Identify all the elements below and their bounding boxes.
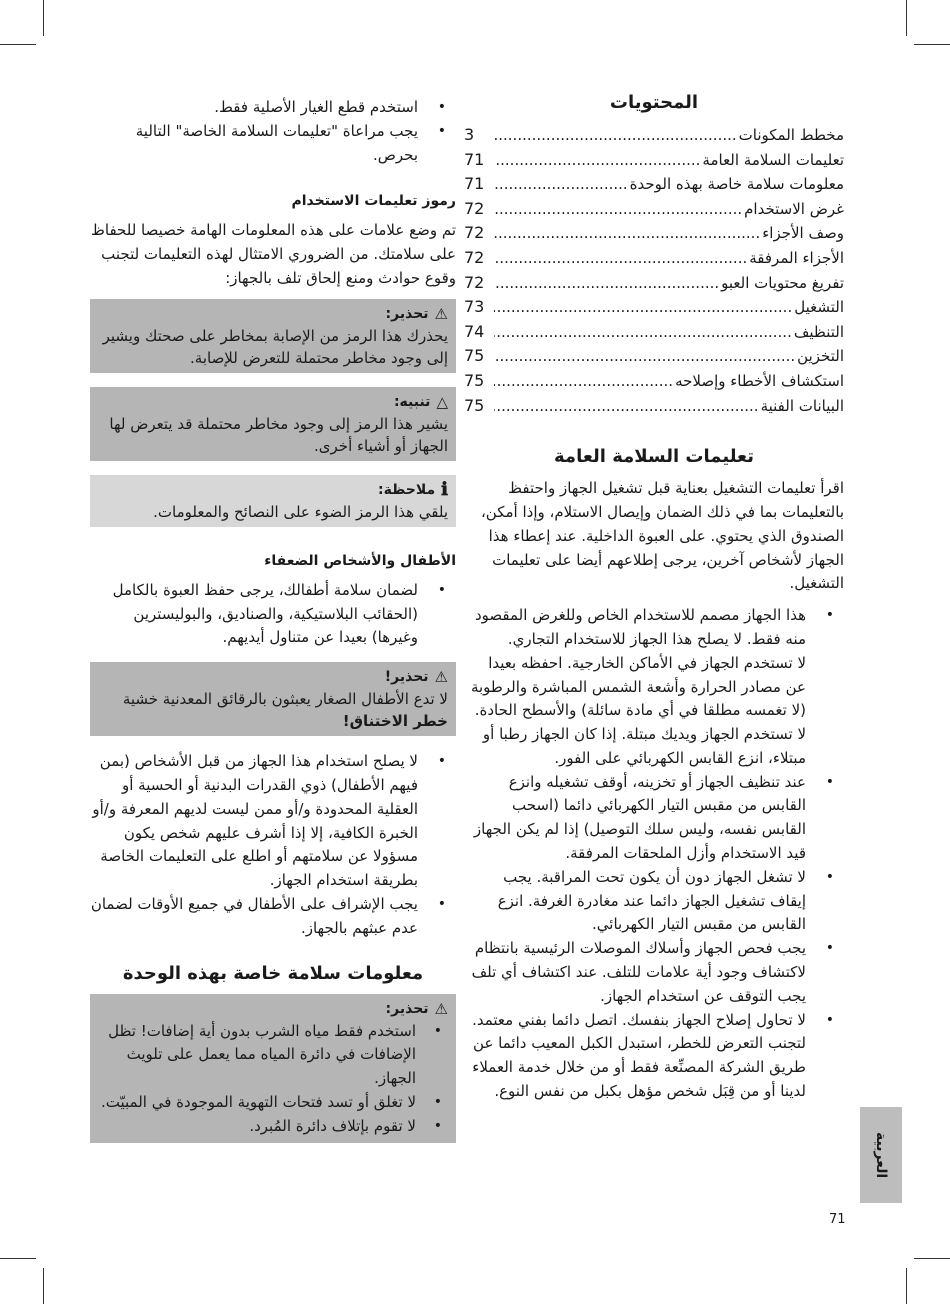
toc-title: المحتويات bbox=[609, 92, 699, 113]
warning-title: تحذير: bbox=[385, 305, 429, 322]
general-safety-title: تعليمات السلامة العامة bbox=[554, 446, 754, 468]
toc-entry-label: معلومات سلامة خاصة بهذه الوحدة bbox=[629, 175, 844, 194]
toc-entry-label: التخزين bbox=[797, 347, 844, 366]
list-item: • يجب مراعاة "تعليمات السلامة الخاصة" التالية بحرص. bbox=[90, 120, 456, 168]
children-warning-bold: خطر الاختناق! bbox=[342, 712, 448, 731]
general-safety-list bbox=[464, 604, 844, 652]
toc-entry-label: تعليمات السلامة العامة bbox=[702, 150, 844, 169]
crop-mark bbox=[914, 44, 950, 45]
unit-safety-warning-title: تحذير: bbox=[385, 1000, 429, 1017]
toc-leader-dots bbox=[494, 221, 760, 246]
toc-leader-dots bbox=[494, 123, 737, 148]
toc-entry-page: 73 bbox=[464, 297, 485, 317]
general-safety-list-2 bbox=[464, 771, 844, 1104]
page-number: 71 bbox=[829, 1212, 846, 1227]
toc-entry bbox=[464, 295, 844, 320]
toc-leader-dots bbox=[494, 295, 792, 320]
list-item: • لضمان سلامة أطفالك، يرجى حفظ العبوة بالكامل (الحقائب البلاستيكية، والصناديق، والبوليسترين وغيرها) بعيدا عن متناول أيديهم. bbox=[90, 579, 456, 650]
left-column bbox=[90, 96, 456, 1157]
symbols-intro: تم وضع علامات على هذه المعلومات الهامة خصيصا للحفاظ على سلامتك. من الضروري الامتثال لهذه التعليمات لتجنب وقوع حوادث ومنع إلحاق تلف بالجهاز: bbox=[91, 221, 456, 287]
toc-entry-label: مخطط المكونات bbox=[738, 126, 844, 144]
toc-entry-label: التشغيل bbox=[794, 298, 844, 317]
toc-entry-page: 72 bbox=[464, 272, 485, 292]
toc-leader-dots bbox=[494, 394, 759, 419]
list-item: • يجب فحص الجهاز وأسلاك الموصلات الرئيسية بانتظام لاكتشاف وجود أية علامات للتلف. عند اكتشاف أي تلف يجب التوقف عن استخدام الجهاز. bbox=[464, 937, 844, 1008]
warning-box bbox=[90, 299, 456, 373]
toc-leader-dots bbox=[494, 344, 795, 369]
symbols-title: رموز تعليمات الاستخدام bbox=[291, 193, 456, 210]
crop-mark bbox=[906, 1268, 907, 1304]
list-item: • يجب الإشراف على الأطفال في جميع الأوقات لضمان عدم عبثهم بالجهاز. bbox=[90, 893, 456, 941]
toc-entry-page: 72 bbox=[464, 198, 485, 218]
toc-entry bbox=[464, 369, 844, 394]
crop-mark bbox=[914, 1258, 950, 1259]
children-list-2 bbox=[90, 750, 456, 940]
toc-leader-dots bbox=[494, 148, 700, 173]
crop-mark bbox=[0, 1258, 36, 1259]
toc-leader-dots bbox=[494, 320, 792, 345]
crop-mark bbox=[43, 0, 44, 36]
note-title: ملاحظة: bbox=[378, 481, 436, 498]
crop-mark bbox=[906, 0, 907, 36]
list-item: • استخدم فقط مياه الشرب بدون أية إضافات! تظل الإضافات في دائرة المياه مما يعمل على تلويث الجهاز. bbox=[96, 1020, 448, 1091]
warning-triangle-icon: ⚠ bbox=[434, 668, 448, 687]
toc-entry bbox=[464, 394, 844, 419]
language-tab-label: العربية bbox=[873, 1131, 889, 1179]
toc-leader-dots bbox=[494, 246, 747, 271]
toc-leader-dots bbox=[494, 197, 742, 222]
toc-entry-page: 72 bbox=[464, 247, 485, 267]
toc-entry bbox=[464, 271, 844, 296]
toc-entry-page: 75 bbox=[464, 346, 485, 366]
toc-entry bbox=[464, 148, 844, 173]
top-bullets bbox=[90, 96, 456, 167]
crop-mark bbox=[43, 1268, 44, 1304]
toc-entry-page: 3 bbox=[464, 125, 475, 144]
crop-mark bbox=[0, 44, 36, 45]
toc-entry-label: غرض الاستخدام bbox=[744, 199, 844, 218]
toc-leader-dots bbox=[494, 172, 628, 197]
list-item: • لا تشغل الجهاز دون أن يكون تحت المراقبة. يجب إيقاف تشغيل الجهاز دائما عند مغادرة الغرفة. انزع القابس من مقبس التيار الكهربائي. bbox=[464, 866, 844, 937]
toc-entry-label: تفريغ محتويات العبو bbox=[721, 273, 844, 292]
language-tab bbox=[860, 1107, 902, 1203]
toc-entry bbox=[464, 123, 844, 148]
toc-entry bbox=[464, 221, 844, 246]
toc-entry-label: استكشاف الأخطاء وإصلاحه bbox=[675, 371, 844, 390]
general-safety-intro: اقرأ تعليمات التشغيل بعناية قبل تشغيل الجهاز واحتفظ بالتعليمات بما في ذلك الضمان وإيصال الاستلام، وإذا أمكن، الصندوق الذي يحتوي. على العبوة الداخلية. عند إعطاء هذا الجهاز لأشخاص آخرين، يرجى إطلاعهم أيضا على تعليمات التشغيل. bbox=[480, 479, 844, 593]
toc-entry-page: 75 bbox=[464, 370, 485, 390]
children-title: الأطفال والأشخاص الضعفاء bbox=[264, 552, 456, 569]
info-icon: ℹ bbox=[441, 478, 448, 500]
toc-entry-label: وصف الأجزاء bbox=[762, 224, 844, 243]
toc-entry-page: 74 bbox=[464, 321, 485, 341]
warning-text: يحذرك هذا الرمز من الإصابة بمخاطر على صحتك ويشير إلى وجود مخاطر محتملة للتعرض للإصابة. bbox=[102, 326, 448, 367]
list-item: • لا تغلق أو تسد فتحات التهوية الموجودة في المبيّت. bbox=[96, 1091, 448, 1115]
note-box bbox=[90, 475, 456, 527]
list-item: • لا يصلح استخدام هذا الجهاز من قبل الأشخاص (بمن فيهم الأطفال) ذوي القدرات البدنية أو الحسية أو العقلية المحدودة و/أو ممن ليست لديهم المعرفة و/أو الخبرة الكافية، إلا إذا أشرف عليهم شخص يكون مسؤولا عن سلامتهم أو اطلع على التعليمات الخاصة بطريقة استخدام الجهاز. bbox=[90, 750, 456, 893]
list-item: • استخدم قطع الغيار الأصلية فقط. bbox=[90, 96, 456, 120]
toc-entry bbox=[464, 320, 844, 345]
toc-entry-page: 71 bbox=[464, 174, 485, 194]
list-item: • لا تقوم بإتلاف دائرة المُبرد. bbox=[96, 1115, 448, 1139]
list-item: • هذا الجهاز مصمم للاستخدام الخاص وللغرض المقصود منه فقط. لا يصلح هذا الجهاز للاستخدام التجاري. bbox=[464, 604, 844, 652]
toc-entry-page: 71 bbox=[464, 149, 485, 169]
toc-entry bbox=[464, 246, 844, 271]
toc-entry-label: الأجزاء المرفقة bbox=[749, 248, 844, 267]
caution-title: تنبيه: bbox=[393, 393, 431, 410]
warning-triangle-icon: ⚠ bbox=[434, 304, 448, 323]
toc-leader-dots bbox=[494, 271, 719, 296]
children-warning-title: تحذير! bbox=[384, 669, 429, 686]
caution-triangle-icon: △ bbox=[436, 392, 448, 411]
children-list bbox=[90, 579, 456, 650]
toc-entry-label: التنظيف bbox=[793, 322, 844, 341]
warning-triangle-icon: ⚠ bbox=[434, 999, 448, 1018]
children-warning-body: لا تدع الأطفال الصغار يعبثون بالرقائق المعدنية خشية bbox=[122, 690, 448, 709]
list-item: • لا تحاول إصلاح الجهاز بنفسك. اتصل دائما بفني معتمد. لتجنب التعرض للخطر، استبدل الكبل المعيب دائما عن طريق الشركة المصنِّعة فقط أو من خلال خدمة العملاء لدينا أو من قِبَل شخص مؤهل بكبل من نفس النوع. bbox=[464, 1009, 844, 1104]
unit-safety-warning-box bbox=[90, 994, 456, 1143]
toc-list bbox=[464, 123, 844, 418]
toc-leader-dots bbox=[494, 369, 673, 394]
toc-entry bbox=[464, 197, 844, 222]
unit-safety-title: معلومات سلامة خاصة بهذه الوحدة bbox=[122, 962, 424, 984]
toc-entry bbox=[464, 172, 844, 197]
children-warning-text bbox=[96, 688, 448, 732]
right-column bbox=[464, 92, 844, 1104]
toc-entry-page: 72 bbox=[464, 223, 485, 243]
caution-text: يشير هذا الرمز إلى وجود مخاطر محتملة قد يتعرض لها الجهاز أو أشياء أخرى. bbox=[109, 414, 448, 455]
caution-box bbox=[90, 387, 456, 461]
unit-safety-list bbox=[96, 1020, 448, 1139]
toc-entry-label: البيانات الفنية bbox=[760, 396, 844, 415]
toc-entry bbox=[464, 344, 844, 369]
general-safety-bullet1-continued: لا تستخدم الجهاز في الأماكن الخارجية. احفظه بعيدا عن مصادر الحرارة وأشعة الشمس المباشرة والرطوبة (لا تغمسه مطلقا في أي مادة سائلة) والأسطح الحادة. لا تستخدم الجهاز ويديك مبتلة. إذا كان الجهاز رطبا أو مبتلاء، انزع القابس الكهربائي على الفور. bbox=[470, 653, 806, 767]
list-item: • عند تنظيف الجهاز أو تخزينه، أوقف تشغيله وانزع القابس من مقبس التيار الكهربائي دائما (اسحب القابس نفسه، وليس سلك التوصيل) إذا لم يكن الجهاز قيد الاستخدام وأزل الملحقات المرفقة. bbox=[464, 771, 844, 866]
toc-entry-page: 75 bbox=[464, 395, 485, 415]
note-text: يلقي هذا الرمز الضوء على النصائح والمعلومات. bbox=[153, 502, 448, 521]
children-warning-box bbox=[90, 662, 456, 736]
